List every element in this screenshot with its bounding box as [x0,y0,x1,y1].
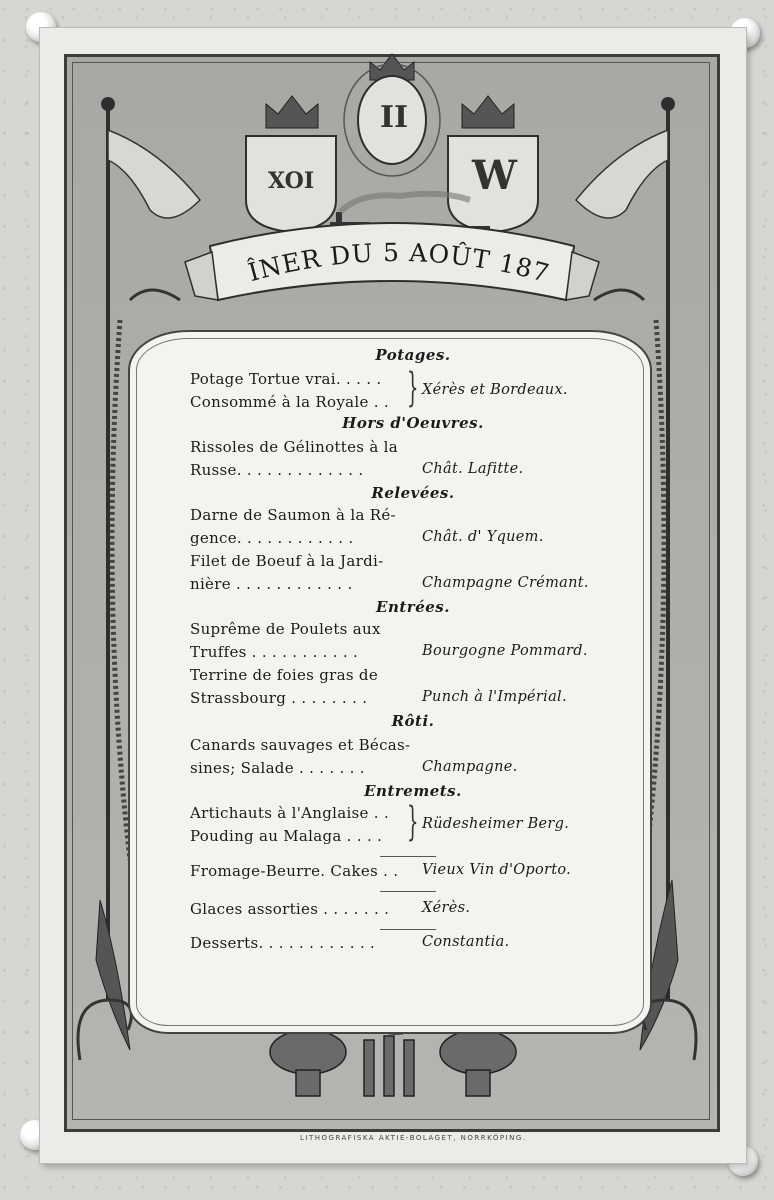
printer-imprint: LITHOGRAFISKA AKTIE-BOLAGET, NORRKÖPING. [300,1134,527,1142]
wine-pairing: Constantia. [422,934,510,950]
wine-pairing: Xérès. [422,900,471,916]
monogram-left: XOI [268,168,315,194]
dish-line: Canards sauvages et Bécas- [190,736,411,754]
dish-line: Glaces assorties . . . . . . . [190,900,390,918]
monogram-center: II [380,100,409,135]
dish-line: Desserts. . . . . . . . . . . . [190,934,376,952]
divider [380,856,436,857]
dish-line: nière . . . . . . . . . . . . [190,575,353,593]
menu-title [232,226,562,296]
monogram-right: W [472,152,517,199]
dish-line: Terrine de foies gras de [190,666,378,684]
dish-line: Rissoles de Gélinottes à la [190,438,398,456]
dish-line: Artichauts à l'Anglaise . . [190,804,389,822]
brace-icon: } [406,365,419,411]
title-text: ÎNER DU 5 AOÛT 187 [245,237,553,289]
section-heading: Entremets. [364,782,462,800]
dish-line: Truffes . . . . . . . . . . . [190,643,359,661]
section-heading: Rôti. [391,712,435,730]
dish-line: Consommé à la Royale . . [190,393,389,411]
svg-text:DÎNER DU 5 AOÛT 1874 [232,226,553,288]
section-heading: Relevées. [371,484,455,502]
dish-line: Strassbourg . . . . . . . . [190,689,368,707]
dish-line: sines; Salade . . . . . . . [190,759,365,777]
dish-line: Fromage-Beurre. Cakes . . [190,862,399,880]
wine-pairing: Chât. d' Yquem. [422,529,544,545]
wine-pairing: Chât. Lafitte. [422,461,524,477]
dish-line: Suprême de Poulets aux [190,620,381,638]
brace-icon: } [406,799,419,845]
dish-line: Filet de Boeuf à la Jardi- [190,552,384,570]
dish-line: Russe. . . . . . . . . . . . . [190,461,364,479]
wine-pairing: Champagne. [422,759,518,775]
wine-pairing: Bourgogne Pommard. [422,643,588,659]
wine-pairing: Rüdesheimer Berg. [422,816,570,832]
wine-pairing: Champagne Crémant. [422,575,589,591]
section-heading: Potages. [375,346,451,364]
dish-line: gence. . . . . . . . . . . . [190,529,354,547]
divider [380,929,436,930]
section-heading: Hors d'Oeuvres. [342,414,484,432]
wine-pairing: Vieux Vin d'Oporto. [422,862,572,878]
section-heading: Entrées. [376,598,450,616]
wine-pairing: Punch à l'Impérial. [422,689,567,705]
dish-line: Potage Tortue vrai. . . . . [190,370,382,388]
dish-line: Pouding au Malaga . . . . [190,827,383,845]
divider [380,891,436,892]
dish-line: Darne de Saumon à la Ré- [190,506,396,524]
wine-pairing: Xérès et Bordeaux. [422,382,568,398]
